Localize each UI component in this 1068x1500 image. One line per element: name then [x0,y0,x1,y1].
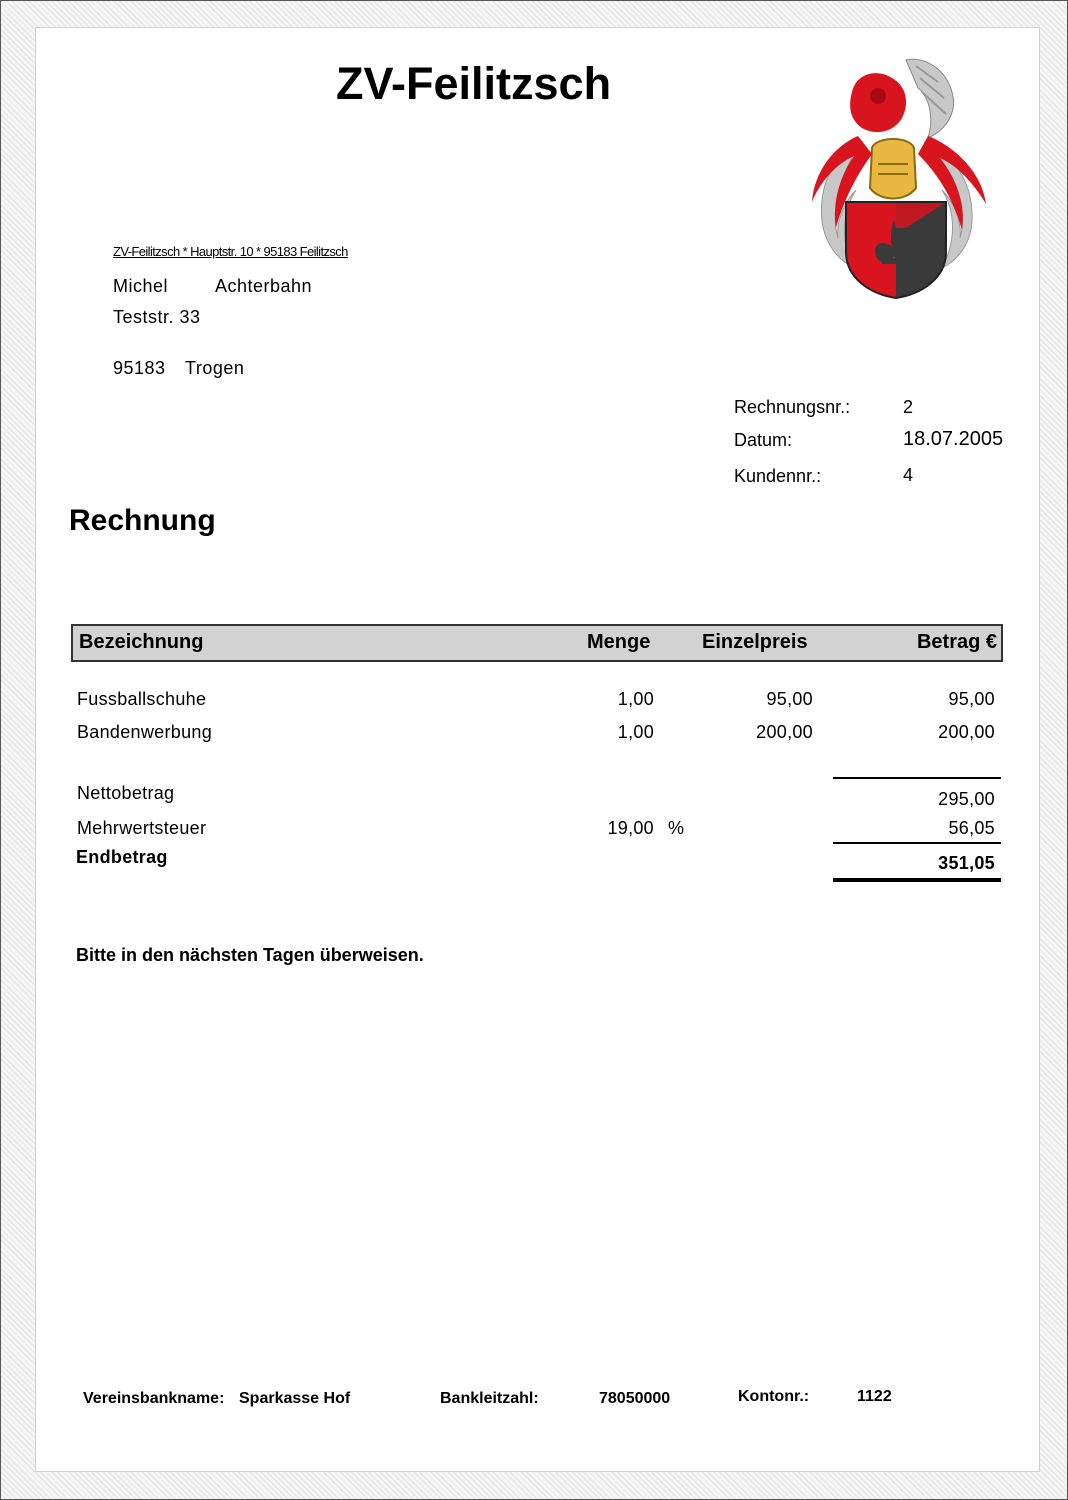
row-description: Bandenwerbung [77,722,213,742]
bank-code-label: Bankleitzahl: [440,1390,539,1407]
sender-address-line: ZV-Feilitzsch * Hauptstr. 10 * 95183 Feilitzsch [113,244,348,259]
company-title: ZV-Feilitzsch [336,58,612,109]
net-amount: 295,00 [938,789,995,809]
row-description: Fussballschuhe [77,689,207,709]
total-divider [833,842,1001,844]
customer-number-label: Kundennr.: [734,466,822,486]
vat-amount: 56,05 [948,818,995,838]
column-header-amount: Betrag € [916,631,997,653]
bank-name: Sparkasse Hof [239,1390,351,1407]
row-unit-price: 200,00 [756,722,813,742]
total-amount: 351,05 [938,853,995,873]
recipient-last-name: Achterbahn [215,276,313,296]
total-double-underline [833,878,1001,882]
invoice-date-label: Datum: [734,430,793,450]
document-title: Rechnung [69,504,216,537]
vat-rate: 19,00 [607,818,654,838]
coat-of-arms-icon [806,52,992,300]
total-label: Endbetrag [76,847,168,867]
invoice-number-label: Rechnungsnr.: [734,397,851,417]
customer-number: 4 [903,465,914,485]
recipient-first-name: Michel [113,276,169,296]
recipient-street: Teststr. 33 [113,307,201,327]
vat-unit: % [668,818,685,838]
bank-code: 78050000 [599,1390,671,1407]
account-number: 1122 [857,1388,892,1405]
vat-label: Mehrwertsteuer [77,818,207,838]
row-unit-price: 95,00 [766,689,813,709]
recipient-zip: 95183 [113,358,166,378]
column-header-quantity: Menge [587,631,651,653]
table-header [71,624,1003,662]
row-quantity: 1,00 [617,689,654,709]
row-amount: 200,00 [938,722,995,742]
invoice-page [35,27,1040,1472]
net-label: Nettobetrag [77,783,175,803]
row-amount: 95,00 [948,689,995,709]
invoice-number: 2 [903,397,914,417]
column-header-description: Bezeichnung [79,631,204,653]
recipient-city: Trogen [185,358,245,378]
subtotal-divider [833,777,1001,779]
payment-note: Bitte in den nächsten Tagen überweisen. [76,945,424,965]
account-number-label: Kontonr.: [738,1388,810,1405]
row-quantity: 1,00 [617,722,654,742]
column-header-unit-price: Einzelpreis [702,631,808,653]
invoice-date: 18.07.2005 [903,428,1004,450]
bank-name-label: Vereinsbankname: [83,1390,225,1407]
